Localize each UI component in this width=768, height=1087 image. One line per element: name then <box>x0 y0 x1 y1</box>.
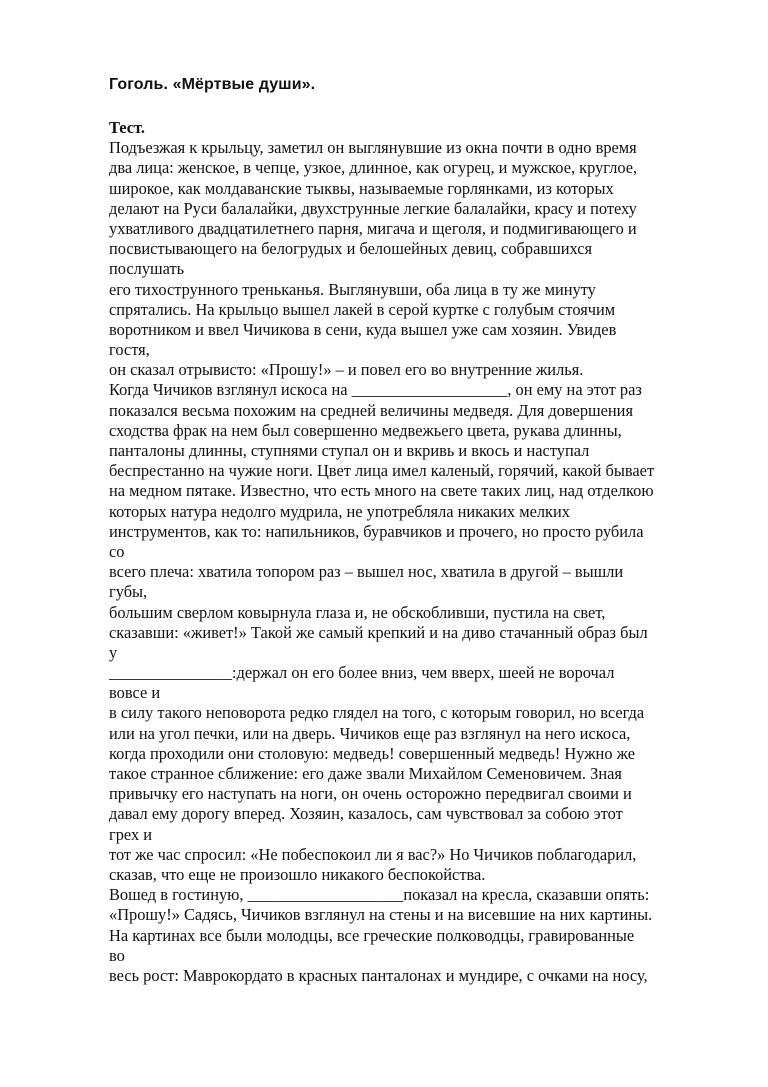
text-line: вовсе и <box>109 683 161 703</box>
text-line: панталоны длинны, ступнями ступал он и вкривь и вкось и наступал <box>109 441 590 460</box>
text-line: привычку его наступать на ноги, он очень осторожно передвигал своими и <box>109 784 632 804</box>
text-line: во <box>109 945 125 965</box>
text-line: губы, <box>109 582 148 602</box>
text-line: давал ему дорогу вперед. Хозяин, казалось, сам чувствовал за собою этот <box>109 804 623 824</box>
text-line: спрятались. На крыльцо вышел лакей в серой куртке с голубым стоячим <box>109 299 616 319</box>
text-line: тот же час спросил: «Не побеспокоил ли я вас?» Но Чичиков поблагодарил, <box>109 844 637 864</box>
text-line: он сказал отрывисто: «Прошу!» – и повел его во внутренние жилья. <box>109 360 584 380</box>
text-line: весь рост: Маврокордато в красных панталонах и мундире, с очками на носу, <box>109 965 648 985</box>
text-line: всего плеча: хватила топором раз – вышел нос, хватила в другой – вышли <box>109 562 624 582</box>
text-line: послушать <box>109 259 185 279</box>
text-line: Вошед в гостиную, ___________________показал на кресла, сказавши опять: <box>109 885 650 905</box>
text-line: инструментов, как то: напильников, буравчиков и прочего, но просто рубила <box>109 521 644 541</box>
text-line: на медном пятаке. Известно, что есть много на свете таких лиц, над отделкою <box>109 481 654 501</box>
document-body <box>109 118 719 986</box>
text-line: посвистывающего на белогрудых и белошейных девиц, собравшихся <box>109 239 593 259</box>
text-line: со <box>109 541 125 561</box>
text-line: показался весьма похожим на средней величины медведя. Для довершения <box>109 400 633 420</box>
test-heading: Тест. <box>109 118 145 137</box>
document-title: Гоголь. «Мёртвые души». <box>109 76 316 93</box>
text-line: сказавши: «живет!» Такой же самый крепкий и на диво стачанный образ был <box>109 622 648 642</box>
text-line: делают на Руси балалайки, двухструнные легкие балалайки, красу и потеху <box>109 198 637 218</box>
text-line: когда проходили они столовую: медведь! совершенный медведь! Нужно же <box>109 743 636 763</box>
text-line: сказав, что еще не произошло никакого беспокойства. <box>109 864 486 884</box>
text-line: его тихострунного треньканья. Выглянувши, оба лица в ту же минуту <box>109 279 596 299</box>
text-line: «Прошу!» Садясь, Чичиков взглянул на стены и на висевшие на них картины. <box>109 905 653 925</box>
text-line: у <box>109 642 118 662</box>
text-line: такое странное сближение: его даже звали Михайлом Семеновичем. Зная <box>109 764 622 783</box>
text-line: Когда Чичиков взглянул искоса на ___________________, он ему на этот раз <box>109 380 642 400</box>
text-line: сходства фрак на нем был совершенно медвежьего цвета, рукава длинны, <box>109 420 622 440</box>
text-line: в силу такого неповорота редко глядел на того, с которым говорил, но всегда <box>109 703 645 723</box>
text-line: два лица: женское, в чепце, узкое, длинное, как огурец, и мужское, круглое, <box>109 158 638 178</box>
text-line: большим сверлом ковырнула глаза и, не обскобливши, пустила на свет, <box>109 602 606 622</box>
text-line: воротником и ввел Чичикова в сени, куда вышел уже сам хозяин. Увидев <box>109 319 617 339</box>
text-line: которых натура недолго мудрила, не употребляла никаких мелких <box>109 501 570 521</box>
text-line: _______________:держал он его более вниз, чем вверх, шеей не ворочал <box>109 663 615 683</box>
text-line: На картинах все были молодцы, все греческие полководцы, гравированные <box>109 925 635 945</box>
text-line: грех и <box>109 824 153 844</box>
text-line: широкое, как молдаванские тыквы, называемые горлянками, из которых <box>109 178 614 198</box>
text-line: беспрестанно на чужие ноги. Цвет лица имел каленый, горячий, какой бывает <box>109 461 655 481</box>
text-line: ухватливого двадцатилетнего парня, мигача и щеголя, и подмигивающего и <box>109 218 637 238</box>
text-line: или на угол печки, или на дверь. Чичиков еще раз взглянул на него искоса, <box>109 723 631 743</box>
text-line: гостя, <box>109 340 150 360</box>
text-line: Подъезжая к крыльцу, заметил он выглянувшие из окна почти в одно время <box>109 138 637 158</box>
